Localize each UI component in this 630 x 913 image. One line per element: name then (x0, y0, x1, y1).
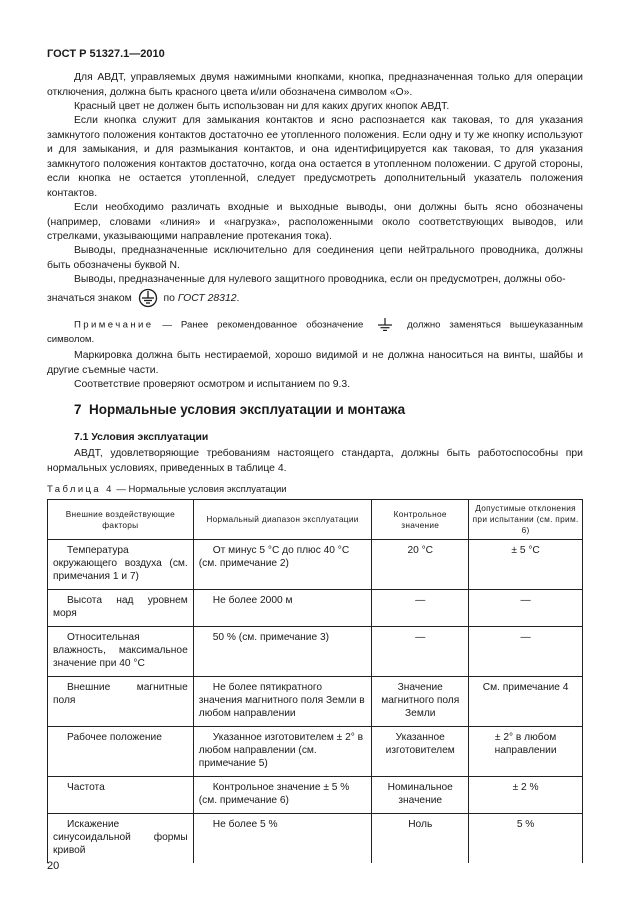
cell-range: Не более 5 % (193, 814, 372, 864)
cell-factor: Температура окружающего воздуха (см. примечания 1 и 7) (48, 540, 194, 590)
cell-reference: — (372, 627, 469, 677)
subsection-title: 7.1 Условия эксплуатации (74, 432, 209, 443)
table-row (48, 627, 583, 677)
table-row (48, 727, 583, 777)
cell-factor: Высота над уровнем моря (48, 590, 194, 627)
table-header-row (48, 500, 583, 540)
cell-factor: Внешние магнитные поля (48, 677, 194, 727)
note-text-before: Ранее рекомендованное обозначение (180, 319, 364, 331)
cell-factor: Рабочее положение (48, 727, 194, 777)
cell-range: Указанное изготовителем ± 2° в любом направлении (см. примечание 5) (193, 727, 372, 777)
table-caption-label: Таблица 4 (47, 484, 114, 495)
header-tolerance: Допустимые отклонения при испытании (см. прим. 6) (469, 500, 583, 540)
cell-reference: Номинальное значение (372, 777, 469, 814)
note (47, 318, 583, 348)
cell-reference: — (372, 590, 469, 627)
cell-reference: Указанное изготовителем (372, 727, 469, 777)
page-number: 20 (47, 860, 60, 872)
paragraph-red-button: Для АВДТ, управляемых двумя нажимными кнопками, кнопка, предназначенная только для операции отключения, должна быть красного цвета и/или обозначена символом «О». (47, 72, 583, 98)
cell-range: Не более 2000 м (193, 590, 372, 627)
cell-tolerance: ± 5 °С (469, 540, 583, 590)
cell-range: 50 % (см. примечание 3) (193, 627, 372, 677)
table-row (48, 677, 583, 727)
earth-symbol-line (47, 288, 583, 309)
earth-line-text: значаться знаком (47, 292, 132, 304)
section-title (74, 402, 405, 417)
table-caption (47, 484, 287, 495)
paragraph-compliance: Соответствие проверяют осмотром и испытанием по 9.3. (74, 379, 351, 390)
cell-tolerance: ± 2 % (469, 777, 583, 814)
protective-earth-icon (135, 288, 161, 308)
cell-range: Не более пятикратного значения магнитного поля Земли в любом направлении (193, 677, 372, 727)
table-row (48, 777, 583, 814)
section-number: 7 (74, 402, 82, 417)
header-range: Нормальный диапазон эксплуатации (193, 500, 372, 540)
table-row (48, 590, 583, 627)
paragraph-red-color: Красный цвет не должен быть использован ни для каких других кнопок АВДТ. (74, 101, 450, 112)
earth-icon (372, 318, 398, 332)
paragraph-input-output: Если необходимо различать входные и выходные выводы, они должны быть ясно обозначены (например, словами «линия» и «нагрузка», расположенными около соответствующих выводов, или стрелками, указывающими направление протекания тока). (47, 202, 583, 242)
gost-reference: ГОСТ 28312 (177, 292, 237, 304)
cell-factor: Относительная влажность, максимальное значение при 40 °С (48, 627, 194, 677)
note-label: Примечание (74, 319, 154, 331)
header-factors: Внешние воздействующие факторы (48, 500, 194, 540)
cell-range: От минус 5 °С до плюс 40 °С (см. примечание 2) (193, 540, 372, 590)
section-title-text: Нормальные условия эксплуатации и монтажа (89, 402, 406, 417)
note-text-after: должно заменяться вышеуказанным символом. (47, 319, 583, 346)
cell-tolerance: 5 % (469, 814, 583, 864)
cell-reference: Ноль (372, 814, 469, 864)
earth-line-end: . (236, 292, 240, 304)
cell-tolerance: См. примечание 4 (469, 677, 583, 727)
cell-factor: Частота (48, 777, 194, 814)
operating-conditions-table (47, 499, 583, 863)
paragraph-button-contacts: Если кнопка служит для замыкания контактов и ясно распознается как таковая, то для указания замкнутого положения контактов достаточно ее утопленного положения. Если одну и ту же кнопку используют и для замыкания, и для размыкания контактов, и она идентифицируется как таковая, то для указания замкнутого положения контактов достаточно, когда она остается в утопленном положении. С другой стороны, если кнопка не остается утопленной, следует предусмотреть дополнительный указатель положения контактов. (47, 115, 583, 199)
paragraph-protective: Выводы, предназначенные для нулевого защитного проводника, если он предусмотрен, должны обо- (74, 274, 566, 285)
paragraph-neutral: Выводы, предназначенные исключительно для соединения цепи нейтрального проводника, должны быть обозначены буквой N. (47, 245, 583, 271)
cell-reference: 20 °С (372, 540, 469, 590)
note-dash: — (162, 319, 173, 331)
table-row (48, 540, 583, 590)
paragraph-marking: Маркировка должна быть нестираемой, хорошо видимой и не должна наноситься на винты, шайбы и другие съемные части. (47, 350, 583, 376)
cell-factor: Искажение синусоидальной формы кривой (48, 814, 194, 864)
earth-line-prefix: по (163, 292, 175, 304)
cell-tolerance: — (469, 627, 583, 677)
cell-reference: Значение магнитного поля Земли (372, 677, 469, 727)
table-caption-text: — Нормальные условия эксплуатации (116, 484, 287, 495)
document-header: ГОСТ Р 51327.1—2010 (47, 48, 165, 60)
table-row (48, 814, 583, 864)
subsection-text: АВДТ, удовлетворяющие требованиям настоящего стандарта, должны быть работоспособны при нормальных условиях, приведенных в таблице 4. (47, 448, 583, 474)
cell-tolerance: — (469, 590, 583, 627)
header-reference: Контрольное значение (372, 500, 469, 540)
cell-range: Контрольное значение ± 5 % (см. примечание 6) (193, 777, 372, 814)
cell-tolerance: ± 2° в любом направлении (469, 727, 583, 777)
